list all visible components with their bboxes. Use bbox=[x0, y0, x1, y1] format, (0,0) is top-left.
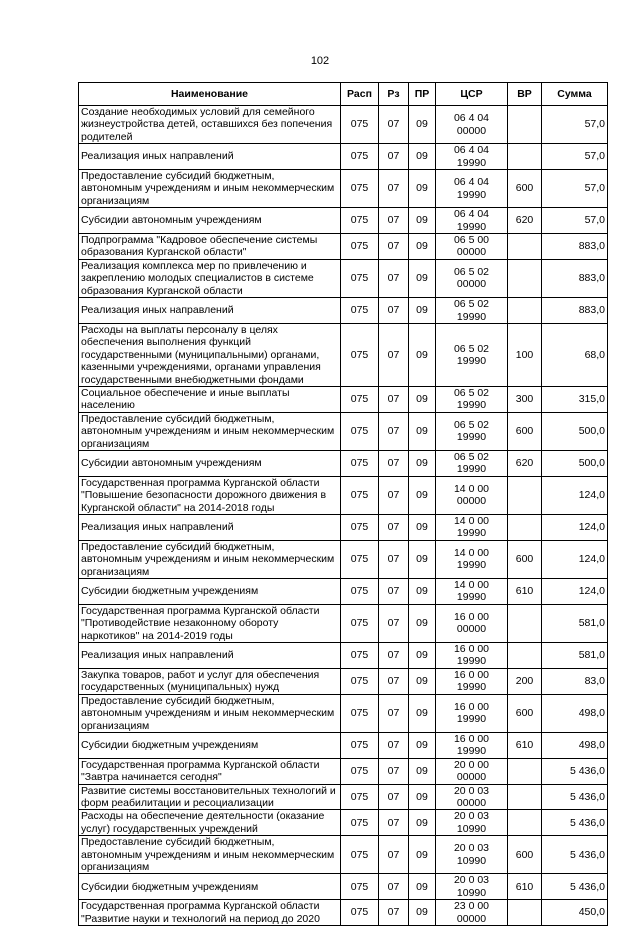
cell-csr: 20 0 00 00000 bbox=[436, 758, 508, 784]
cell-pr: 09 bbox=[409, 476, 436, 514]
table-row bbox=[79, 836, 608, 874]
cell-name: Социальное обеспечение и иные выплаты населению bbox=[79, 386, 341, 412]
cell-sum: 124,0 bbox=[542, 515, 608, 541]
cell-rz: 07 bbox=[379, 874, 409, 900]
cell-pr: 09 bbox=[409, 515, 436, 541]
cell-name: Предоставление субсидий бюджетным, автономным учреждениям и иным некоммерческим организациям bbox=[79, 540, 341, 578]
cell-sum: 57,0 bbox=[542, 170, 608, 208]
cell-csr: 20 0 03 00000 bbox=[436, 784, 508, 810]
cell-csr: 06 5 02 19990 bbox=[436, 386, 508, 412]
cell-rz: 07 bbox=[379, 323, 409, 386]
cell-csr: 06 4 04 19990 bbox=[436, 144, 508, 170]
table-row bbox=[79, 732, 608, 758]
cell-rz: 07 bbox=[379, 450, 409, 476]
cell-name: Расходы на обеспечение деятельности (оказание услуг) государственных учреждений bbox=[79, 810, 341, 836]
cell-rz: 07 bbox=[379, 106, 409, 144]
cell-vr bbox=[508, 144, 542, 170]
cell-name: Закупка товаров, работ и услуг для обеспечения государственных (муниципальных) нужд bbox=[79, 668, 341, 694]
cell-rasp: 075 bbox=[341, 259, 379, 297]
cell-rasp: 075 bbox=[341, 836, 379, 874]
cell-csr: 14 0 00 00000 bbox=[436, 476, 508, 514]
cell-rasp: 075 bbox=[341, 643, 379, 669]
cell-sum: 57,0 bbox=[542, 144, 608, 170]
cell-name: Предоставление субсидий бюджетным, автономным учреждениям и иным некоммерческим организациям bbox=[79, 170, 341, 208]
cell-name: Субсидии бюджетным учреждениям bbox=[79, 579, 341, 605]
cell-rz: 07 bbox=[379, 784, 409, 810]
table-row bbox=[79, 810, 608, 836]
cell-pr: 09 bbox=[409, 323, 436, 386]
cell-sum: 5 436,0 bbox=[542, 810, 608, 836]
cell-pr: 09 bbox=[409, 694, 436, 732]
cell-csr: 06 5 02 00000 bbox=[436, 259, 508, 297]
cell-name: Предоставление субсидий бюджетным, автономным учреждениям и иным некоммерческим организациям bbox=[79, 412, 341, 450]
cell-sum: 124,0 bbox=[542, 476, 608, 514]
cell-sum: 5 436,0 bbox=[542, 874, 608, 900]
cell-pr: 09 bbox=[409, 450, 436, 476]
cell-vr: 610 bbox=[508, 874, 542, 900]
table-row bbox=[79, 515, 608, 541]
cell-name: Государственная программа Курганской области "Завтра начинается сегодня" bbox=[79, 758, 341, 784]
cell-csr: 06 4 04 19990 bbox=[436, 170, 508, 208]
header-pr: ПР bbox=[409, 83, 436, 106]
cell-sum: 498,0 bbox=[542, 694, 608, 732]
cell-rasp: 075 bbox=[341, 784, 379, 810]
cell-pr: 09 bbox=[409, 604, 436, 642]
cell-sum: 57,0 bbox=[542, 208, 608, 234]
cell-sum: 5 436,0 bbox=[542, 784, 608, 810]
cell-name: Реализация иных направлений bbox=[79, 298, 341, 324]
cell-csr: 16 0 00 19990 bbox=[436, 668, 508, 694]
cell-vr bbox=[508, 810, 542, 836]
cell-pr: 09 bbox=[409, 900, 436, 926]
cell-rasp: 075 bbox=[341, 515, 379, 541]
cell-vr: 620 bbox=[508, 208, 542, 234]
table-row bbox=[79, 784, 608, 810]
table-row bbox=[79, 643, 608, 669]
table-row bbox=[79, 668, 608, 694]
cell-rasp: 075 bbox=[341, 874, 379, 900]
cell-rasp: 075 bbox=[341, 208, 379, 234]
header-csr: ЦСР bbox=[436, 83, 508, 106]
cell-pr: 09 bbox=[409, 234, 436, 260]
cell-rz: 07 bbox=[379, 476, 409, 514]
table-row bbox=[79, 758, 608, 784]
cell-sum: 581,0 bbox=[542, 604, 608, 642]
cell-vr: 610 bbox=[508, 579, 542, 605]
cell-pr: 09 bbox=[409, 758, 436, 784]
cell-rasp: 075 bbox=[341, 298, 379, 324]
cell-sum: 83,0 bbox=[542, 668, 608, 694]
cell-rasp: 075 bbox=[341, 810, 379, 836]
table-row bbox=[79, 694, 608, 732]
cell-pr: 09 bbox=[409, 810, 436, 836]
cell-sum: 57,0 bbox=[542, 106, 608, 144]
cell-sum: 883,0 bbox=[542, 298, 608, 324]
cell-sum: 450,0 bbox=[542, 900, 608, 926]
cell-rasp: 075 bbox=[341, 579, 379, 605]
budget-table bbox=[78, 82, 608, 926]
cell-csr: 06 4 04 00000 bbox=[436, 106, 508, 144]
cell-name: Реализация иных направлений bbox=[79, 144, 341, 170]
header-rasp: Расп bbox=[341, 83, 379, 106]
cell-rz: 07 bbox=[379, 170, 409, 208]
cell-csr: 16 0 00 19990 bbox=[436, 732, 508, 758]
cell-sum: 68,0 bbox=[542, 323, 608, 386]
cell-name: Создание необходимых условий для семейного жизнеустройства детей, оставшихся без попечения родителей bbox=[79, 106, 341, 144]
table-row bbox=[79, 144, 608, 170]
header-rz: Рз bbox=[379, 83, 409, 106]
cell-rasp: 075 bbox=[341, 106, 379, 144]
cell-name: Субсидии бюджетным учреждениям bbox=[79, 732, 341, 758]
cell-pr: 09 bbox=[409, 386, 436, 412]
cell-vr bbox=[508, 259, 542, 297]
cell-csr: 20 0 03 10990 bbox=[436, 874, 508, 900]
cell-rasp: 075 bbox=[341, 900, 379, 926]
table-row bbox=[79, 259, 608, 297]
cell-vr bbox=[508, 604, 542, 642]
cell-pr: 09 bbox=[409, 170, 436, 208]
cell-name: Субсидии автономным учреждениям bbox=[79, 450, 341, 476]
cell-csr: 23 0 00 00000 bbox=[436, 900, 508, 926]
cell-pr: 09 bbox=[409, 784, 436, 810]
cell-csr: 06 5 02 19990 bbox=[436, 298, 508, 324]
cell-sum: 883,0 bbox=[542, 234, 608, 260]
cell-rasp: 075 bbox=[341, 540, 379, 578]
table-row bbox=[79, 386, 608, 412]
cell-rz: 07 bbox=[379, 810, 409, 836]
cell-name: Расходы на выплаты персоналу в целях обеспечения выполнения функций государственными (муниципальными) органами, казенными учреждениями, органами управления государственными внебюджетными фондами bbox=[79, 323, 341, 386]
cell-pr: 09 bbox=[409, 668, 436, 694]
cell-rasp: 075 bbox=[341, 694, 379, 732]
cell-csr: 06 4 04 19990 bbox=[436, 208, 508, 234]
cell-csr: 20 0 03 10990 bbox=[436, 810, 508, 836]
cell-vr bbox=[508, 643, 542, 669]
cell-vr bbox=[508, 784, 542, 810]
cell-vr: 620 bbox=[508, 450, 542, 476]
cell-pr: 09 bbox=[409, 208, 436, 234]
cell-rz: 07 bbox=[379, 386, 409, 412]
cell-sum: 883,0 bbox=[542, 259, 608, 297]
table-row bbox=[79, 604, 608, 642]
table-row bbox=[79, 170, 608, 208]
cell-rz: 07 bbox=[379, 732, 409, 758]
cell-sum: 315,0 bbox=[542, 386, 608, 412]
table-row bbox=[79, 298, 608, 324]
cell-name: Предоставление субсидий бюджетным, автономным учреждениям и иным некоммерческим организациям bbox=[79, 836, 341, 874]
cell-vr: 300 bbox=[508, 386, 542, 412]
cell-rz: 07 bbox=[379, 579, 409, 605]
cell-pr: 09 bbox=[409, 412, 436, 450]
cell-rz: 07 bbox=[379, 298, 409, 324]
cell-name: Реализация комплекса мер по привлечению и закреплению молодых специалистов в системе образования Курганской области bbox=[79, 259, 341, 297]
cell-rz: 07 bbox=[379, 540, 409, 578]
cell-rasp: 075 bbox=[341, 476, 379, 514]
cell-rz: 07 bbox=[379, 758, 409, 784]
table-header-row bbox=[79, 83, 608, 106]
cell-name: Субсидии бюджетным учреждениям bbox=[79, 874, 341, 900]
table-row bbox=[79, 323, 608, 386]
cell-rasp: 075 bbox=[341, 450, 379, 476]
cell-rz: 07 bbox=[379, 515, 409, 541]
cell-rasp: 075 bbox=[341, 144, 379, 170]
cell-pr: 09 bbox=[409, 643, 436, 669]
cell-rasp: 075 bbox=[341, 170, 379, 208]
cell-pr: 09 bbox=[409, 732, 436, 758]
cell-sum: 124,0 bbox=[542, 579, 608, 605]
cell-vr: 610 bbox=[508, 732, 542, 758]
cell-pr: 09 bbox=[409, 298, 436, 324]
cell-rz: 07 bbox=[379, 694, 409, 732]
cell-csr: 06 5 02 19990 bbox=[436, 450, 508, 476]
cell-name: Реализация иных направлений bbox=[79, 643, 341, 669]
cell-csr: 14 0 00 19990 bbox=[436, 579, 508, 605]
cell-vr: 200 bbox=[508, 668, 542, 694]
cell-rasp: 075 bbox=[341, 323, 379, 386]
table-row bbox=[79, 234, 608, 260]
cell-vr: 600 bbox=[508, 540, 542, 578]
cell-rasp: 075 bbox=[341, 604, 379, 642]
cell-csr: 16 0 00 19990 bbox=[436, 643, 508, 669]
cell-pr: 09 bbox=[409, 874, 436, 900]
header-vr: ВР bbox=[508, 83, 542, 106]
cell-csr: 14 0 00 19990 bbox=[436, 540, 508, 578]
cell-rasp: 075 bbox=[341, 668, 379, 694]
cell-vr bbox=[508, 476, 542, 514]
cell-name: Государственная программа Курганской области "Противодействие незаконному обороту наркотиков" на 2014-2019 годы bbox=[79, 604, 341, 642]
cell-pr: 09 bbox=[409, 144, 436, 170]
cell-csr: 16 0 00 00000 bbox=[436, 604, 508, 642]
cell-rz: 07 bbox=[379, 259, 409, 297]
cell-vr: 600 bbox=[508, 836, 542, 874]
cell-sum: 5 436,0 bbox=[542, 758, 608, 784]
cell-vr bbox=[508, 900, 542, 926]
table-row bbox=[79, 579, 608, 605]
cell-vr bbox=[508, 298, 542, 324]
cell-vr bbox=[508, 106, 542, 144]
page-number: 102 bbox=[310, 55, 330, 67]
cell-pr: 09 bbox=[409, 540, 436, 578]
cell-rz: 07 bbox=[379, 836, 409, 874]
header-name: Наименование bbox=[79, 83, 341, 106]
table-row bbox=[79, 900, 608, 926]
cell-vr bbox=[508, 234, 542, 260]
cell-rz: 07 bbox=[379, 668, 409, 694]
cell-rasp: 075 bbox=[341, 234, 379, 260]
cell-sum: 581,0 bbox=[542, 643, 608, 669]
cell-name: Государственная программа Курганской области "Развитие науки и технологий на период до 2020 bbox=[79, 900, 341, 926]
cell-pr: 09 bbox=[409, 836, 436, 874]
cell-vr: 600 bbox=[508, 694, 542, 732]
cell-rz: 07 bbox=[379, 412, 409, 450]
cell-name: Предоставление субсидий бюджетным, автономным учреждениям и иным некоммерческим организациям bbox=[79, 694, 341, 732]
cell-csr: 06 5 00 00000 bbox=[436, 234, 508, 260]
cell-rasp: 075 bbox=[341, 412, 379, 450]
cell-pr: 09 bbox=[409, 259, 436, 297]
cell-sum: 124,0 bbox=[542, 540, 608, 578]
cell-sum: 500,0 bbox=[542, 412, 608, 450]
cell-csr: 14 0 00 19990 bbox=[436, 515, 508, 541]
cell-sum: 5 436,0 bbox=[542, 836, 608, 874]
cell-csr: 20 0 03 10990 bbox=[436, 836, 508, 874]
cell-vr bbox=[508, 515, 542, 541]
table-row bbox=[79, 540, 608, 578]
cell-name: Государственная программа Курганской области "Повышение безопасности дорожного движения в Курганской области" на 2014-2018 годы bbox=[79, 476, 341, 514]
table-row bbox=[79, 450, 608, 476]
table-row bbox=[79, 208, 608, 234]
cell-rz: 07 bbox=[379, 144, 409, 170]
cell-name: Реализация иных направлений bbox=[79, 515, 341, 541]
cell-csr: 06 5 02 19990 bbox=[436, 412, 508, 450]
cell-csr: 06 5 02 19990 bbox=[436, 323, 508, 386]
table-row bbox=[79, 106, 608, 144]
cell-rasp: 075 bbox=[341, 758, 379, 784]
table-row bbox=[79, 874, 608, 900]
cell-rz: 07 bbox=[379, 234, 409, 260]
table-row bbox=[79, 476, 608, 514]
cell-name: Субсидии автономным учреждениям bbox=[79, 208, 341, 234]
header-sum: Сумма bbox=[542, 83, 608, 106]
cell-vr bbox=[508, 758, 542, 784]
cell-csr: 16 0 00 19990 bbox=[436, 694, 508, 732]
cell-rz: 07 bbox=[379, 643, 409, 669]
cell-vr: 100 bbox=[508, 323, 542, 386]
cell-rasp: 075 bbox=[341, 386, 379, 412]
cell-rz: 07 bbox=[379, 604, 409, 642]
table-row bbox=[79, 412, 608, 450]
cell-vr: 600 bbox=[508, 412, 542, 450]
cell-rasp: 075 bbox=[341, 732, 379, 758]
cell-rz: 07 bbox=[379, 208, 409, 234]
cell-sum: 498,0 bbox=[542, 732, 608, 758]
cell-pr: 09 bbox=[409, 106, 436, 144]
cell-rz: 07 bbox=[379, 900, 409, 926]
cell-name: Подпрограмма "Кадровое обеспечение системы образования Курганской области" bbox=[79, 234, 341, 260]
cell-vr: 600 bbox=[508, 170, 542, 208]
cell-sum: 500,0 bbox=[542, 450, 608, 476]
cell-pr: 09 bbox=[409, 579, 436, 605]
cell-name: Развитие системы восстановительных технологий и форм реабилитации и ресоциализации bbox=[79, 784, 341, 810]
